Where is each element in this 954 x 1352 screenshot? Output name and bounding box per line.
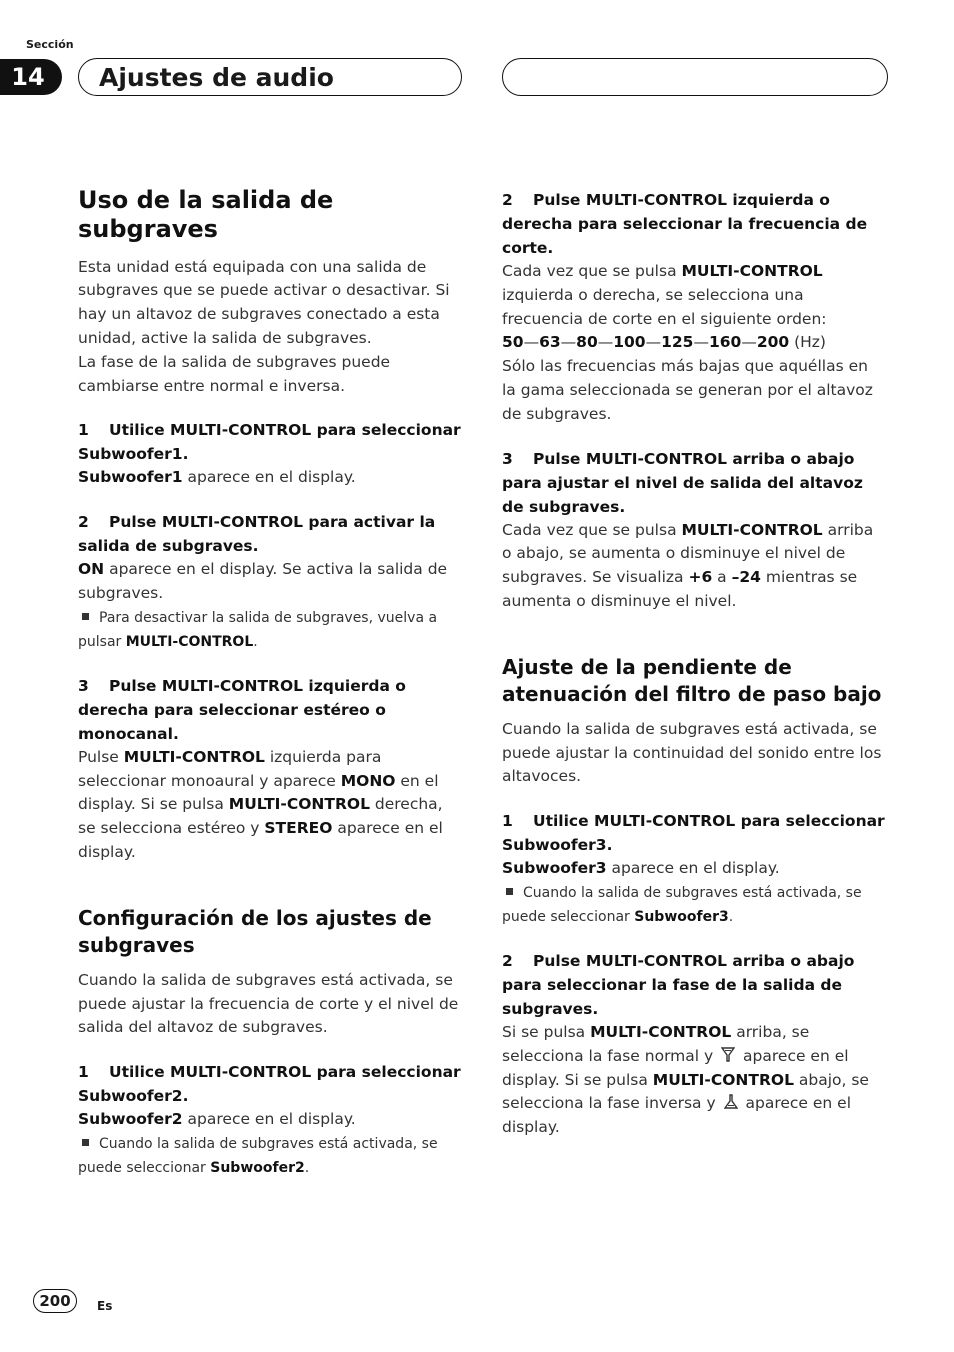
subsection-intro: Cuando la salida de subgraves está activada, se puede ajustar la continuidad del sonido entre los altavoces. xyxy=(502,719,882,786)
step-body: Cada vez que se pulsa MULTI-CONTROL arriba o abajo, se aumenta o disminuye el nivel de subgraves. Se visualiza +6 a –24 mientras se aumenta o disminuye el nivel. xyxy=(502,520,874,610)
step-heading: 2 Pulse MULTI-CONTROL para activar la salida de subgraves. xyxy=(78,513,436,556)
normal-phase-icon xyxy=(721,1047,735,1062)
step-heading: 1 Utilice MULTI-CONTROL para seleccionar Subwoofer1. xyxy=(78,421,461,464)
right-column xyxy=(502,188,886,1140)
step-heading: 2 Pulse MULTI-CONTROL arriba o abajo para seleccionar la fase de la salida de subgraves. xyxy=(502,951,855,1018)
page-title: Uso de la salida de subgraves xyxy=(78,186,334,243)
subsection-title: Ajuste de la pendiente de atenuación del filtro de paso bajo xyxy=(502,654,882,706)
step-body: Sólo las frecuencias más bajas que aquéllas en la gama seleccionada se generan por el altavoz de subgraves. xyxy=(502,357,873,423)
section-title-text: Ajustes de audio xyxy=(99,62,334,92)
section-title xyxy=(78,58,462,96)
note: Cuando la salida de subgraves está activada, se puede seleccionar Subwoofer2. xyxy=(78,1135,438,1176)
left-column xyxy=(78,186,462,1180)
reverse-phase-icon xyxy=(724,1094,738,1109)
step-body: Subwoofer2 aparece en el display. xyxy=(78,1110,356,1129)
step-heading: 1 Utilice MULTI-CONTROL para seleccionar Subwoofer2. xyxy=(78,1063,461,1106)
step-heading: 2 Pulse MULTI-CONTROL izquierda o derecha para seleccionar la frecuencia de corte. xyxy=(502,191,868,257)
step-heading: 1 Utilice MULTI-CONTROL para seleccionar Subwoofer3. xyxy=(502,812,885,855)
step-body: Pulse MULTI-CONTROL izquierda para seleccionar monoaural y aparece MONO en el display. Si se pulsa MULTI-CONTROL derecha, se selecciona estéreo y STEREO aparece en el display. xyxy=(78,747,443,861)
step-body: ON aparece en el display. Se activa la salida de subgraves. xyxy=(78,560,448,602)
bullet-square-icon xyxy=(82,613,89,620)
language-code: Es xyxy=(97,1299,113,1313)
frequency-sequence: 50—63—80—100—125—160—200 (Hz) xyxy=(502,333,826,352)
step-heading: 3 Pulse MULTI-CONTROL izquierda o derecha para seleccionar estéreo o monocanal. xyxy=(78,676,406,743)
note: Cuando la salida de subgraves está activada, se puede seleccionar Subwoofer3. xyxy=(502,884,862,925)
section-label: Sección xyxy=(26,38,74,51)
page-number: 200 xyxy=(33,1289,77,1313)
step-body: Subwoofer1 aparece en el display. xyxy=(78,468,356,487)
intro-phase-paragraph: La fase de la salida de subgraves puede cambiarse entre normal e inversa. xyxy=(78,352,391,395)
bullet-square-icon xyxy=(82,1139,89,1146)
bullet-square-icon xyxy=(506,888,513,895)
step-body: Si se pulsa MULTI-CONTROL arriba, se selecciona la fase normal y aparece en el display. Si se pulsa MULTI-CONTROL abajo, se selecciona la fase inversa y aparece en el display. xyxy=(502,1022,869,1137)
note: Para desactivar la salida de subgraves, vuelva a pulsar MULTI-CONTROL. xyxy=(78,609,438,650)
header-empty-box xyxy=(502,58,888,96)
subsection-title: Configuración de los ajustes de subgraves xyxy=(78,905,432,957)
step-heading: 3 Pulse MULTI-CONTROL arriba o abajo para ajustar el nivel de salida del altavoz de subgraves. xyxy=(502,449,863,516)
intro-paragraph: Esta unidad está equipada con una salida de subgraves que se puede activar o desactivar. Si hay un altavoz de subgraves conectado a esta unidad, active la salida de subgraves. xyxy=(78,257,450,347)
subsection-intro: Cuando la salida de subgraves está activada, se puede ajustar la frecuencia de corte y el nivel de salida del altavoz de subgraves. xyxy=(78,970,459,1037)
step-body: Subwoofer3 aparece en el display. xyxy=(502,859,780,878)
section-number-badge: 14 xyxy=(0,59,62,95)
step-body: Cada vez que se pulsa MULTI-CONTROL izquierda o derecha, se selecciona una frecuencia de corte en el siguiente orden: xyxy=(502,262,827,328)
